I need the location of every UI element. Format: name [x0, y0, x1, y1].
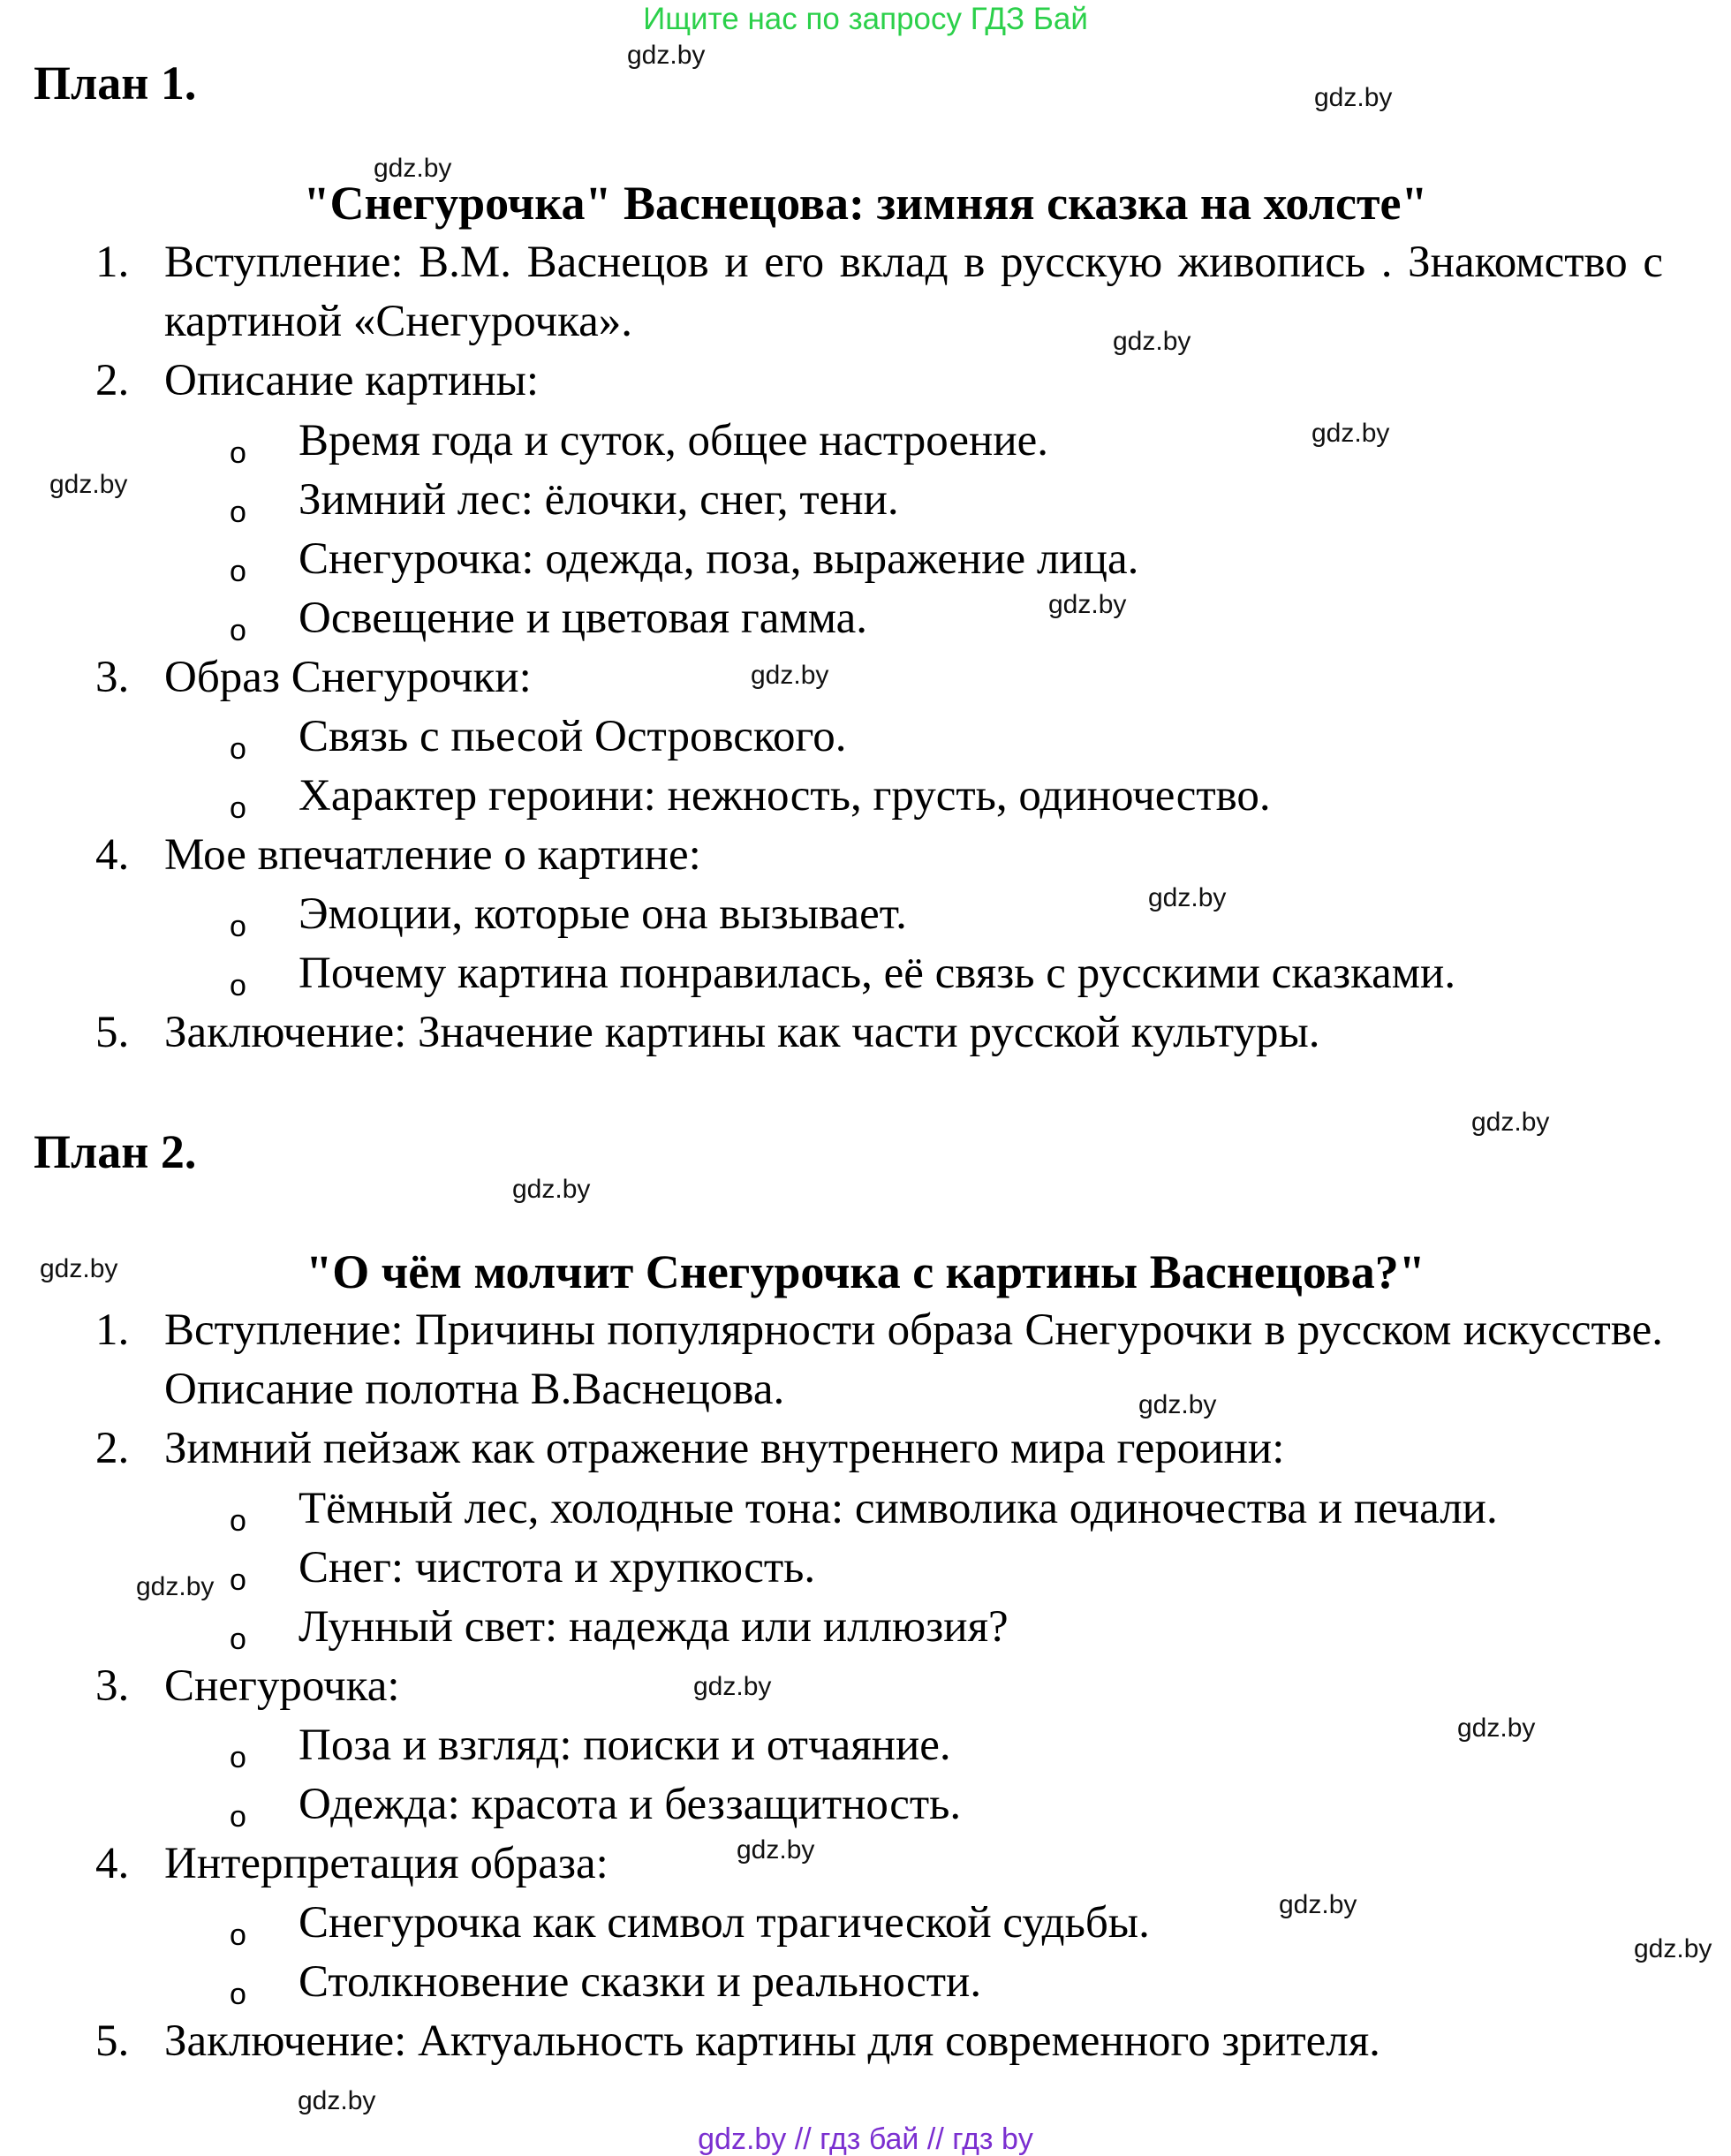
watermark: gdz.by: [512, 1175, 591, 1204]
watermark: gdz.by: [1113, 327, 1191, 356]
bullet-icon: o: [230, 1918, 246, 1952]
item-text: Описание картины:: [164, 356, 540, 405]
watermark: gdz.by: [1457, 1713, 1536, 1743]
watermark: gdz.by: [1311, 419, 1390, 448]
bullet-icon: o: [230, 614, 246, 647]
item-number: 3.: [95, 653, 130, 702]
item-number: 1.: [95, 1305, 130, 1355]
watermark: gdz.by: [298, 2086, 376, 2115]
watermark: gdz.by: [693, 1672, 772, 1701]
item-number: 2.: [95, 1424, 130, 1473]
bullet-icon: o: [230, 496, 246, 529]
item-number: 5.: [95, 2016, 130, 2066]
watermark: gdz.by: [751, 661, 829, 690]
item-number: 4.: [95, 1839, 130, 1888]
footer-links: gdz.by // гдз бай // гдз by: [698, 2122, 1033, 2156]
bullet-icon: o: [230, 436, 246, 470]
item-number: 5.: [95, 1008, 130, 1057]
watermark: gdz.by: [1634, 1934, 1712, 1963]
watermark: gdz.by: [1138, 1390, 1217, 1419]
bullet-icon: o: [230, 1741, 246, 1774]
item-text: Интерпретация образа:: [164, 1839, 608, 1888]
bullet-icon: o: [230, 910, 246, 943]
watermark: gdz.by: [1148, 883, 1227, 912]
top-banner: Ищите нас по запросу ГДЗ Бай: [643, 2, 1088, 36]
item-text: Вступление: Причины популярности образа Снегурочки в русском искусстве. Описание полотна В.Васнецова.: [164, 1305, 1663, 1414]
item-text: Зимний пейзаж как отражение внутреннего мира героини:: [164, 1424, 1285, 1473]
plan-1-heading: План 1.: [34, 57, 197, 110]
bullet-icon: o: [230, 1800, 246, 1834]
bullet-icon: o: [230, 1623, 246, 1656]
item-text: Мое впечатление о картине:: [164, 830, 701, 880]
plan-2-heading: План 2.: [34, 1125, 197, 1178]
plan-1-title: "Снегурочка" Васнецова: зимняя сказка на холсте": [303, 177, 1428, 230]
bullet-icon: o: [230, 1504, 246, 1538]
plan-2-title: "О чём молчит Снегурочка с картины Васнецова?": [306, 1245, 1425, 1298]
document-page: Ищите нас по запросу ГДЗ Бай План 1. "Снегурочка" Васнецова: зимняя сказка на холсте" 1. Вступление: В.М. Васнецов и его вклад в русскую живопись . Знакомство с картиной «Снегурочка». 2. Описание картины: o Время года и суток, общее настроение. o Зимний лес: ёлочки, снег, тени. o Снегурочка: одежда, поза, выражение лица. o Освещение и цветовая гамма. 3. Образ Снегурочки: o Связь с пьесой Островского. o Характер героини: нежность, грусть, одиночество. 4. Мое впечатление о картине: o Эмоции, которые она вызывает. o Почему картина понравилась, её связь с русскими сказками. 5. Заключение: Значение картины как части русской культуры. План 2. "О чём молчит Снегурочка с картины Васнецова?" 1. Вступление: Причины популярности образа Снегурочки в русском искусстве. Описание полотна В.Васнецова. 2. Зимний пейзаж как отражение внутреннего мира героини: o Тёмный лес, холодные тона: символика одиночества и печали. o Снег: чистота и хрупкость. o Лунный свет: надежда или иллюзия? 3. Снегурочка: o Поза и взгляд: поиски и отчаяние. o Одежда: красота и беззащитность. 4. Интерпретация образа: o Снегурочка как символ трагической судьбы. o Столкновение сказки и реальности. 5. Заключение: Актуальность картины для современного зрителя. gdz.by gdz.by gdz.by gdz.by gdz.by gdz.by gdz.by gdz.by gdz.by gdz.by gdz.by gdz.by gdz.by gdz.by gdz.by gdz.by gdz.by gdz.by gdz.by gdz.by gdz.by // гдз бай // гдз by: [0, 0, 1731, 2155]
watermark: gdz.by: [136, 1572, 215, 1601]
bullet-icon: o: [230, 732, 246, 766]
watermark: gdz.by: [374, 154, 452, 183]
watermark: gdz.by: [1314, 83, 1393, 112]
item-number: 3.: [95, 1661, 130, 1711]
item-text: Снегурочка:: [164, 1661, 400, 1711]
item-text: Образ Снегурочки:: [164, 653, 532, 702]
item-number: 1.: [95, 238, 130, 287]
item-text: Заключение: Актуальность картины для современного зрителя.: [164, 2016, 1380, 2066]
bullet-icon: o: [230, 1563, 246, 1597]
watermark: gdz.by: [1048, 590, 1127, 619]
item-text: Вступление: В.М. Васнецов и его вклад в русскую живопись . Знакомство с картиной «Снегурочка».: [164, 238, 1663, 346]
item-text: Заключение: Значение картины как части русской культуры.: [164, 1008, 1320, 1057]
bullet-icon: o: [230, 555, 246, 588]
watermark: gdz.by: [49, 470, 128, 499]
item-number: 2.: [95, 356, 130, 405]
bullet-icon: o: [230, 969, 246, 1002]
watermark: gdz.by: [40, 1254, 118, 1283]
watermark: gdz.by: [1471, 1108, 1550, 1137]
item-number: 4.: [95, 830, 130, 880]
bullet-icon: o: [230, 791, 246, 825]
watermark: gdz.by: [1279, 1890, 1357, 1919]
watermark: gdz.by: [737, 1835, 815, 1865]
bullet-icon: o: [230, 1978, 246, 2011]
watermark: gdz.by: [627, 41, 706, 70]
